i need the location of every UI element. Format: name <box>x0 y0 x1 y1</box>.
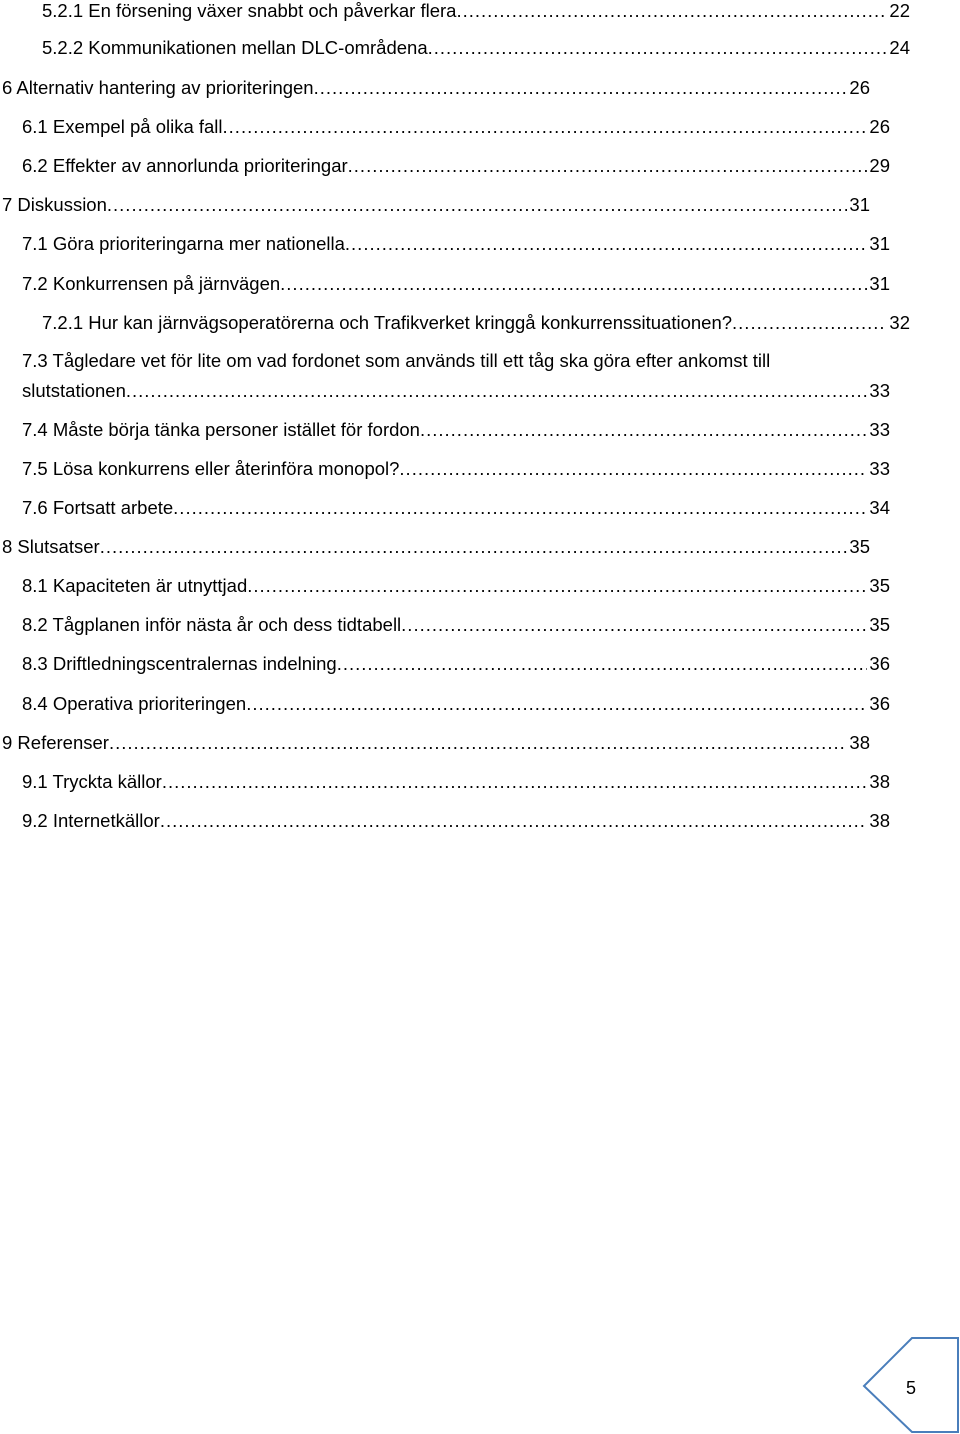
toc-leader-dots <box>732 312 887 334</box>
toc-leader-dots <box>107 194 848 216</box>
toc-entry-title: 7 Diskussion <box>2 194 107 215</box>
toc-leader-dots <box>246 693 867 715</box>
toc-leader-dots <box>109 732 847 754</box>
toc-entry[interactable] <box>0 419 890 441</box>
toc-leader-dots <box>173 497 867 519</box>
toc-entry-title: 7.6 Fortsatt arbete <box>22 497 174 518</box>
toc-leader-dots <box>401 614 867 636</box>
toc-leader-dots <box>162 771 868 793</box>
toc-leader-dots <box>247 575 867 597</box>
toc-entry[interactable] <box>0 273 890 295</box>
toc-leader-dots <box>126 380 868 402</box>
toc-entry-title: 5.2.2 Kommunikationen mellan DLC-områdena <box>42 37 428 58</box>
toc-entry-page: 26 <box>869 116 890 137</box>
toc-entry[interactable] <box>0 155 890 177</box>
toc-entry-title: 7.1 Göra prioriteringarna mer nationella <box>22 233 345 254</box>
toc-entry-title: 7.2.1 Hur kan järnvägsoperatörerna och Trafikverket kringgå konkurrenssituationen? <box>42 312 733 333</box>
toc-entry[interactable] <box>0 771 890 793</box>
toc-entry-page: 32 <box>889 312 910 333</box>
toc-entry[interactable] <box>0 458 890 480</box>
toc-leader-dots <box>100 536 848 558</box>
toc-leader-dots <box>420 419 867 441</box>
page-number: 5 <box>906 1378 917 1398</box>
toc-leader-dots <box>223 116 868 138</box>
toc-entry-page: 36 <box>869 693 890 714</box>
toc-entry[interactable] <box>0 653 890 675</box>
toc-entry[interactable] <box>0 536 870 558</box>
toc-entry[interactable] <box>0 575 890 597</box>
toc-entry-title: 8.2 Tågplanen inför nästa år och dess tidtabell <box>22 614 402 635</box>
toc-entry-page: 38 <box>869 810 890 831</box>
toc-entry[interactable] <box>0 312 910 334</box>
toc-leader-dots <box>337 653 868 675</box>
toc-leader-dots <box>399 458 867 480</box>
toc-entry-page: 34 <box>869 497 890 518</box>
toc-leader-dots <box>428 37 888 59</box>
toc-entry-page: 29 <box>869 155 890 176</box>
toc-entry-page: 35 <box>849 536 870 557</box>
toc-leader-dots <box>345 233 868 255</box>
toc-entry-title-line1[interactable]: 7.3 Tågledare vet för lite om vad fordonet som används till ett tåg ska göra efter ankomst till <box>22 350 771 371</box>
toc-entry-page: 22 <box>889 0 910 21</box>
toc-entry-title: 6 Alternativ hantering av prioriteringen <box>2 77 314 98</box>
toc-entry-title: 6.1 Exempel på olika fall <box>22 116 223 137</box>
toc-entry[interactable] <box>0 194 870 216</box>
toc-entry-page: 24 <box>889 37 910 58</box>
toc-entry-page: 31 <box>869 273 890 294</box>
toc-entry-page: 31 <box>869 233 890 254</box>
toc-entry-page: 38 <box>869 771 890 792</box>
toc-entry-title: 6.2 Effekter av annorlunda prioriteringar <box>22 155 348 176</box>
toc-entry-title: 5.2.1 En försening växer snabbt och påverkar flera <box>42 0 457 21</box>
toc-entry-page: 33 <box>869 458 890 479</box>
toc-entry-title: 8.1 Kapaciteten är utnyttjad <box>22 575 248 596</box>
toc-entry-title: 8.4 Operativa prioriteringen <box>22 693 247 714</box>
toc-entry-page: 35 <box>869 575 890 596</box>
toc-entry-page: 38 <box>849 732 870 753</box>
toc-entry[interactable] <box>0 116 890 138</box>
toc-entry-title: 9.2 Internetkällor <box>22 810 160 831</box>
toc-entry-title: 7.2 Konkurrensen på järnvägen <box>22 273 281 294</box>
toc-entry[interactable] <box>0 693 890 715</box>
toc-entry[interactable] <box>0 233 890 255</box>
toc-entry-title: 7.4 Måste börja tänka personer istället för fordon <box>22 419 420 440</box>
toc-entry[interactable] <box>0 497 890 519</box>
toc-entry[interactable] <box>0 77 870 99</box>
toc-leader-dots <box>280 273 867 295</box>
toc-entry-title: slutstationen <box>22 380 126 401</box>
toc-entry[interactable] <box>0 0 910 22</box>
toc-entry-page: 36 <box>869 653 890 674</box>
toc-entry-page: 33 <box>869 419 890 440</box>
toc-leader-dots <box>314 77 848 99</box>
toc-entry-page: 26 <box>849 77 870 98</box>
toc-entry[interactable] <box>0 37 910 59</box>
toc-entry[interactable] <box>0 380 890 402</box>
page-number-box <box>862 1336 960 1434</box>
toc-entry-title: 7.5 Lösa konkurrens eller återinföra monopol? <box>22 458 400 479</box>
toc-entry-page: 35 <box>869 614 890 635</box>
toc-leader-dots <box>348 155 868 177</box>
toc-entry-page: 31 <box>849 194 870 215</box>
toc-entry[interactable] <box>0 614 890 636</box>
toc-entry[interactable] <box>0 810 890 832</box>
toc-entry-title: 8.3 Driftledningscentralernas indelning <box>22 653 337 674</box>
toc-leader-dots <box>456 0 887 22</box>
toc-entry-page: 33 <box>869 380 890 401</box>
toc-leader-dots <box>160 810 868 832</box>
toc-entry-title: 9.1 Tryckta källor <box>22 771 162 792</box>
toc-entry-title: 8 Slutsatser <box>2 536 100 557</box>
toc-entry[interactable] <box>0 732 870 754</box>
toc-entry-title: 9 Referenser <box>2 732 109 753</box>
